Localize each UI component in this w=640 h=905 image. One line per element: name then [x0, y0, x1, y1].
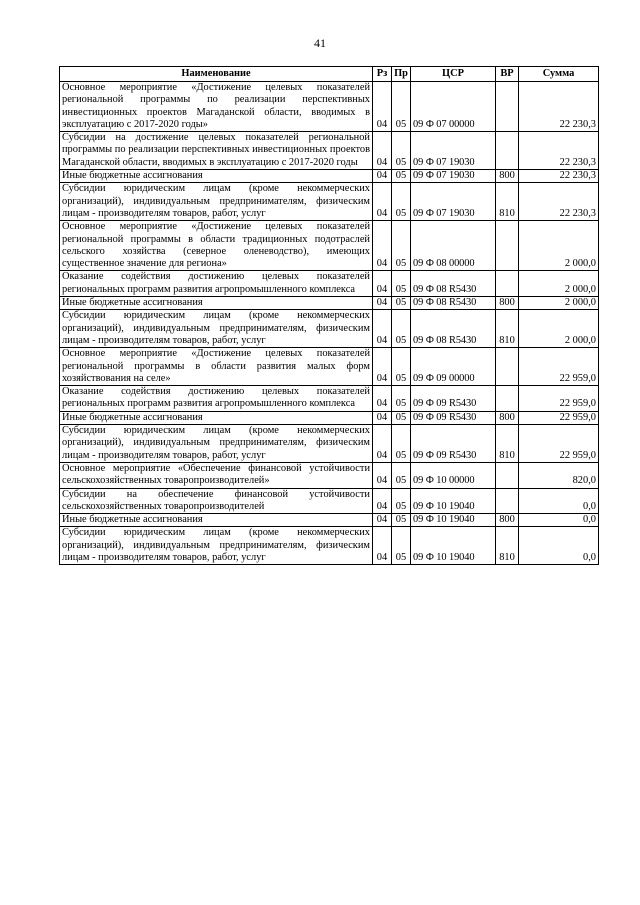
row-csr: 09 Ф 07 19030	[411, 183, 496, 221]
row-name: Основное мероприятие «Достижение целевых показателей региональной программы в области развития малых форм хозяйствования на селе»	[60, 348, 373, 386]
row-sum: 2 000,0	[519, 271, 599, 297]
row-vr	[496, 82, 519, 132]
table-row	[60, 488, 599, 514]
row-pr: 05	[392, 425, 411, 463]
table-row	[60, 386, 599, 412]
row-csr: 09 Ф 08 R5430	[411, 310, 496, 348]
row-pr: 05	[392, 310, 411, 348]
row-rz: 04	[373, 514, 392, 527]
row-sum: 22 959,0	[519, 425, 599, 463]
row-sum: 22 959,0	[519, 386, 599, 412]
row-rz: 04	[373, 170, 392, 183]
row-csr: 09 Ф 09 R5430	[411, 425, 496, 463]
row-pr: 05	[392, 527, 411, 565]
row-vr: 810	[496, 183, 519, 221]
row-rz: 04	[373, 297, 392, 310]
row-sum: 0,0	[519, 527, 599, 565]
row-vr	[496, 386, 519, 412]
row-csr: 09 Ф 07 00000	[411, 82, 496, 132]
row-vr: 810	[496, 310, 519, 348]
row-rz: 04	[373, 221, 392, 271]
row-name: Иные бюджетные ассигнования	[60, 411, 373, 424]
header-name: Наименование	[60, 67, 373, 82]
row-sum: 2 000,0	[519, 310, 599, 348]
row-vr: 810	[496, 425, 519, 463]
row-pr: 05	[392, 271, 411, 297]
table-header-row	[60, 67, 599, 82]
table-row	[60, 527, 599, 565]
row-vr	[496, 488, 519, 514]
row-name: Иные бюджетные ассигнования	[60, 170, 373, 183]
row-rz: 04	[373, 411, 392, 424]
table-row	[60, 514, 599, 527]
row-pr: 05	[392, 132, 411, 170]
row-csr: 09 Ф 07 19030	[411, 170, 496, 183]
row-sum: 22 230,3	[519, 170, 599, 183]
row-vr: 800	[496, 411, 519, 424]
row-sum: 2 000,0	[519, 297, 599, 310]
row-csr: 09 Ф 09 00000	[411, 348, 496, 386]
table-row	[60, 132, 599, 170]
row-pr: 05	[392, 411, 411, 424]
row-pr: 05	[392, 462, 411, 488]
row-name: Иные бюджетные ассигнования	[60, 514, 373, 527]
row-sum: 22 959,0	[519, 411, 599, 424]
row-rz: 04	[373, 310, 392, 348]
table-row	[60, 462, 599, 488]
row-pr: 05	[392, 183, 411, 221]
table-row	[60, 170, 599, 183]
row-csr: 09 Ф 08 00000	[411, 221, 496, 271]
row-csr: 09 Ф 10 19040	[411, 527, 496, 565]
row-name: Основное мероприятие «Обеспечение финансовой устойчивости сельскохозяйственных товаропроизводителей»	[60, 462, 373, 488]
table-row	[60, 411, 599, 424]
row-csr: 09 Ф 08 R5430	[411, 271, 496, 297]
row-sum: 22 959,0	[519, 348, 599, 386]
row-rz: 04	[373, 425, 392, 463]
row-rz: 04	[373, 462, 392, 488]
row-rz: 04	[373, 82, 392, 132]
row-rz: 04	[373, 183, 392, 221]
row-name: Субсидии на обеспечение финансовой устойчивости сельскохозяйственных товаропроизводителей	[60, 488, 373, 514]
budget-table	[59, 66, 599, 565]
row-csr: 09 Ф 09 R5430	[411, 386, 496, 412]
table-row	[60, 82, 599, 132]
table-row	[60, 271, 599, 297]
row-name: Субсидии юридическим лицам (кроме некоммерческих организаций), индивидуальным предпринимателям, физическим лицам - производителям товаров, работ, услуг	[60, 527, 373, 565]
row-pr: 05	[392, 488, 411, 514]
header-pr: Пр	[392, 67, 411, 82]
table-row	[60, 183, 599, 221]
row-vr: 800	[496, 514, 519, 527]
row-sum: 0,0	[519, 514, 599, 527]
row-sum: 2 000,0	[519, 221, 599, 271]
row-pr: 05	[392, 514, 411, 527]
row-pr: 05	[392, 386, 411, 412]
row-name: Иные бюджетные ассигнования	[60, 297, 373, 310]
row-vr	[496, 271, 519, 297]
row-name: Оказание содействия достижению целевых показателей региональных программ развития агропромышленного комплекса	[60, 271, 373, 297]
row-vr	[496, 221, 519, 271]
row-rz: 04	[373, 271, 392, 297]
row-name: Субсидии юридическим лицам (кроме некоммерческих организаций), индивидуальным предпринимателям, физическим лицам - производителям товаров, работ, услуг	[60, 425, 373, 463]
table-row	[60, 221, 599, 271]
row-name: Субсидии юридическим лицам (кроме некоммерческих организаций), индивидуальным предпринимателям, физическим лицам - производителям товаров, работ, услуг	[60, 310, 373, 348]
row-sum: 22 230,3	[519, 132, 599, 170]
row-csr: 09 Ф 10 00000	[411, 462, 496, 488]
row-sum: 820,0	[519, 462, 599, 488]
row-pr: 05	[392, 297, 411, 310]
row-rz: 04	[373, 527, 392, 565]
row-vr: 810	[496, 527, 519, 565]
row-rz: 04	[373, 348, 392, 386]
row-vr: 800	[496, 297, 519, 310]
row-name: Основное мероприятие «Достижение целевых показателей региональной программы в области традиционных подотраслей сельского хозяйства (северное оленеводство), имеющих существенное значение для региона»	[60, 221, 373, 271]
table-row	[60, 310, 599, 348]
row-csr: 09 Ф 09 R5430	[411, 411, 496, 424]
row-rz: 04	[373, 386, 392, 412]
row-rz: 04	[373, 488, 392, 514]
row-vr	[496, 462, 519, 488]
header-rz: Рз	[373, 67, 392, 82]
row-vr	[496, 132, 519, 170]
row-sum: 0,0	[519, 488, 599, 514]
row-pr: 05	[392, 82, 411, 132]
row-csr: 09 Ф 10 19040	[411, 514, 496, 527]
row-csr: 09 Ф 10 19040	[411, 488, 496, 514]
row-rz: 04	[373, 132, 392, 170]
table-row	[60, 425, 599, 463]
row-pr: 05	[392, 170, 411, 183]
row-pr: 05	[392, 221, 411, 271]
row-name: Оказание содействия достижению целевых показателей региональных программ развития агропромышленного комплекса	[60, 386, 373, 412]
row-csr: 09 Ф 07 19030	[411, 132, 496, 170]
row-name: Субсидии юридическим лицам (кроме некоммерческих организаций), индивидуальным предпринимателям, физическим лицам - производителям товаров, работ, услуг	[60, 183, 373, 221]
row-csr: 09 Ф 08 R5430	[411, 297, 496, 310]
row-sum: 22 230,3	[519, 82, 599, 132]
row-name: Основное мероприятие «Достижение целевых показателей региональной программы по реализации перспективных инвестиционных проектов Магаданской области, вводимых в эксплуатацию с 2017-2020 годы»	[60, 82, 373, 132]
page-number: 41	[314, 36, 326, 50]
row-sum: 22 230,3	[519, 183, 599, 221]
row-vr: 800	[496, 170, 519, 183]
row-vr	[496, 348, 519, 386]
row-name: Субсидии на достижение целевых показателей региональной программы по реализации перспективных инвестиционных проектов Магаданской области, вводимых в эксплуатацию с 2017-2020 годы	[60, 132, 373, 170]
header-csr: ЦСР	[411, 67, 496, 82]
table-row	[60, 297, 599, 310]
row-pr: 05	[392, 348, 411, 386]
header-vr: ВР	[496, 67, 519, 82]
table-row	[60, 348, 599, 386]
header-sum: Сумма	[519, 67, 599, 82]
